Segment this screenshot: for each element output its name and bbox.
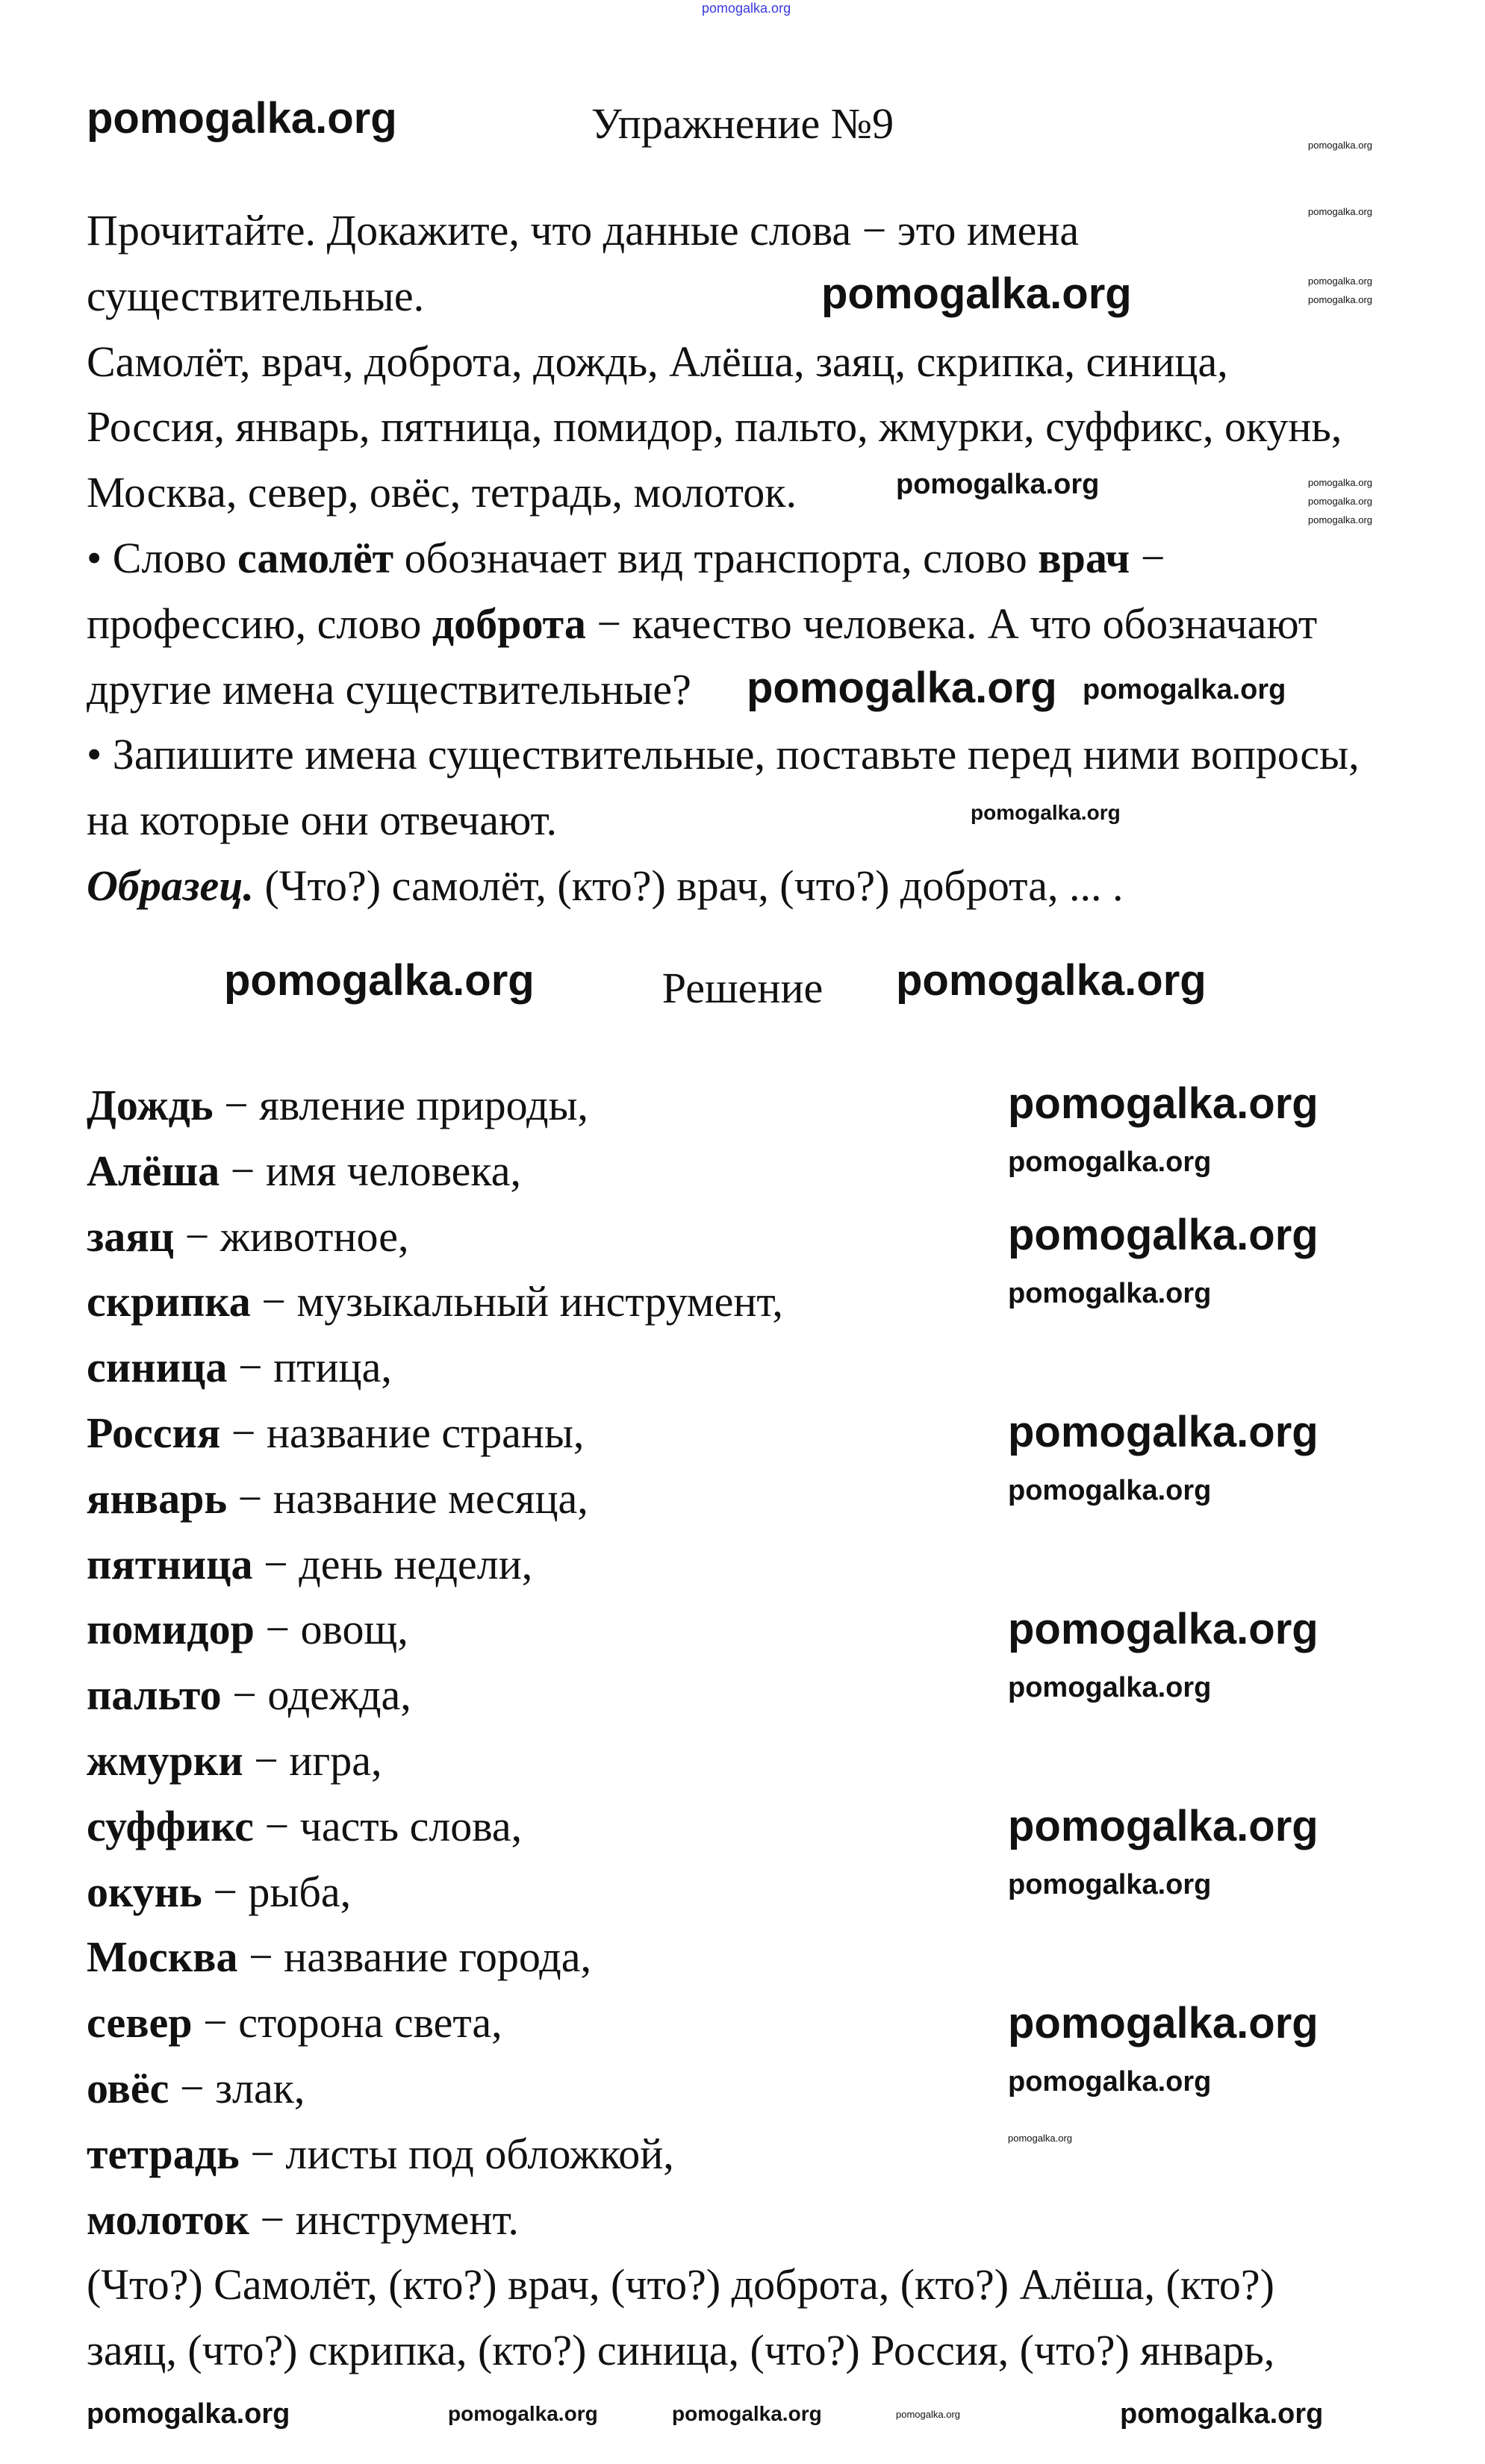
noun: Россия bbox=[87, 1408, 221, 1457]
watermark: pomogalka.org bbox=[1008, 2066, 1212, 2097]
watermark: pomogalka.org bbox=[1008, 1869, 1212, 1900]
solution-item bbox=[87, 1728, 1274, 1794]
noun: север bbox=[87, 1998, 193, 2047]
noun: молоток bbox=[87, 2195, 249, 2244]
solution-item bbox=[87, 2187, 1274, 2253]
watermark: pomogalka.org bbox=[1308, 206, 1372, 217]
text: − bbox=[1130, 533, 1165, 582]
text: • Слово bbox=[87, 533, 237, 582]
watermark: pomogalka.org bbox=[971, 801, 1121, 824]
noun-meaning: − название месяца, bbox=[227, 1473, 588, 1523]
watermark: pomogalka.org bbox=[1008, 1211, 1319, 1259]
noun-meaning: − сторона света, bbox=[192, 1998, 502, 2047]
watermark: pomogalka.org bbox=[702, 1, 791, 16]
watermark: pomogalka.org bbox=[1008, 1802, 1319, 1850]
noun: пятница bbox=[87, 1539, 253, 1588]
watermark: pomogalka.org bbox=[1008, 1605, 1319, 1653]
noun-meaning: − птица, bbox=[227, 1343, 392, 1392]
exercise-title: Упражнение №9 bbox=[591, 99, 894, 148]
solution-item bbox=[87, 1335, 1274, 1400]
noun-meaning: − игра, bbox=[243, 1735, 382, 1785]
watermark: pomogalka.org bbox=[672, 2402, 822, 2425]
watermark: pomogalka.org bbox=[1308, 275, 1372, 287]
task-line: на которые они отвечают. bbox=[87, 796, 558, 845]
task-line: Россия, январь, пятница, помидор, пальто, жмурки, суффикс, окунь, bbox=[87, 402, 1342, 452]
watermark: pomogalka.org bbox=[1008, 1278, 1212, 1309]
noun: скрипка bbox=[87, 1277, 251, 1326]
watermark: pomogalka.org bbox=[1008, 1408, 1319, 1456]
task-line: • Запишите имена существительные, поставьте перед ними вопросы, bbox=[87, 730, 1360, 779]
watermark: pomogalka.org bbox=[896, 2409, 960, 2420]
watermark: pomogalka.org bbox=[896, 469, 1100, 500]
noun: жмурки bbox=[87, 1735, 243, 1785]
noun-meaning: − название страны, bbox=[220, 1408, 585, 1457]
noun: синица bbox=[87, 1343, 228, 1392]
watermark: pomogalka.org bbox=[1008, 1672, 1212, 1703]
bold-word: врач bbox=[1038, 533, 1130, 582]
watermark: pomogalka.org bbox=[87, 2398, 290, 2430]
watermark: pomogalka.org bbox=[448, 2402, 598, 2425]
noun-meaning: − овощ, bbox=[254, 1605, 408, 1654]
task-line bbox=[87, 853, 1360, 919]
watermark: pomogalka.org bbox=[1308, 477, 1372, 488]
noun-meaning: − название города, bbox=[237, 1933, 591, 1982]
solution-summary-line: заяц, (что?) скрипка, (кто?) синица, (что?) Россия, (что?) январь, bbox=[87, 2326, 1275, 2375]
noun-meaning: − явление природы, bbox=[213, 1081, 588, 1129]
noun: январь bbox=[87, 1473, 228, 1523]
noun-meaning: − одежда, bbox=[221, 1671, 411, 1720]
watermark: pomogalka.org bbox=[1083, 674, 1286, 705]
solution-item bbox=[87, 2121, 1274, 2187]
solution-list bbox=[87, 1073, 1274, 2383]
solution-summary-line: (Что?) Самолёт, (кто?) врач, (что?) доброта, (кто?) Алёша, (кто?) bbox=[87, 2260, 1274, 2309]
noun-meaning: − часть слова, bbox=[253, 1801, 523, 1850]
noun-meaning: − животное, bbox=[174, 1211, 409, 1261]
noun: пальто bbox=[87, 1671, 222, 1720]
noun-meaning: − день недели, bbox=[252, 1539, 533, 1588]
noun-meaning: − листы под обложкой, bbox=[239, 2129, 674, 2178]
watermark: pomogalka.org bbox=[896, 956, 1207, 1005]
task-line: другие имена существительные? bbox=[87, 664, 691, 714]
task-line bbox=[87, 591, 1360, 657]
noun-meaning: − имя человека, bbox=[220, 1146, 521, 1195]
noun: окунь bbox=[87, 1867, 202, 1916]
watermark: pomogalka.org bbox=[1120, 2398, 1324, 2430]
task-line: Самолёт, врач, доброта, дождь, Алёша, заяц, скрипка, синица, bbox=[87, 337, 1228, 386]
text: − качество человека. А что обозначают bbox=[585, 599, 1318, 648]
watermark: pomogalka.org bbox=[1308, 514, 1372, 525]
watermark: pomogalka.org bbox=[87, 94, 397, 143]
solution-item bbox=[87, 1924, 1274, 1990]
noun: суффикс bbox=[87, 1801, 254, 1850]
noun: помидор bbox=[87, 1605, 255, 1654]
watermark: pomogalka.org bbox=[1008, 1999, 1319, 2047]
noun-meaning: − инструмент. bbox=[249, 2195, 519, 2244]
sample-label: Образец. bbox=[87, 861, 254, 910]
watermark: pomogalka.org bbox=[224, 956, 535, 1005]
task-line bbox=[87, 525, 1360, 591]
solution-title: Решение bbox=[661, 964, 824, 1012]
watermark: pomogalka.org bbox=[1008, 1079, 1319, 1128]
watermark: pomogalka.org bbox=[1008, 1147, 1212, 1178]
noun: овёс bbox=[87, 2063, 169, 2112]
watermark: pomogalka.org bbox=[1308, 294, 1372, 305]
noun: Алёша bbox=[87, 1146, 220, 1195]
bold-word: самолёт bbox=[237, 533, 394, 582]
task-line: Прочитайте. Докажите, что данные слова − это имена bbox=[87, 206, 1080, 255]
watermark: pomogalka.org bbox=[747, 664, 1057, 712]
noun: заяц bbox=[87, 1211, 175, 1261]
text: (Что?) самолёт, (кто?) врач, (что?) доброта, ... . bbox=[253, 861, 1124, 910]
task-line: существительные. bbox=[87, 271, 425, 320]
solution-item bbox=[87, 1532, 1274, 1597]
watermark: pomogalka.org bbox=[1008, 1475, 1212, 1506]
bold-word: доброта bbox=[432, 599, 586, 648]
noun: Москва bbox=[87, 1933, 238, 1982]
text: обозначает вид транспорта, слово bbox=[393, 533, 1039, 582]
noun: Дождь bbox=[87, 1081, 214, 1129]
noun-meaning: − рыба, bbox=[202, 1867, 352, 1916]
task-text bbox=[87, 198, 1360, 919]
noun-meaning: − злак, bbox=[169, 2063, 305, 2112]
watermark: pomogalka.org bbox=[1308, 140, 1372, 151]
task-line: Москва, север, овёс, тетрадь, молоток. bbox=[87, 468, 797, 517]
text: профессию, слово bbox=[87, 599, 432, 648]
noun: тетрадь bbox=[87, 2129, 240, 2178]
watermark: pomogalka.org bbox=[821, 269, 1132, 318]
watermark: pomogalka.org bbox=[1308, 496, 1372, 507]
noun-meaning: − музыкальный инструмент, bbox=[250, 1277, 783, 1326]
watermark: pomogalka.org bbox=[1008, 2133, 1072, 2144]
